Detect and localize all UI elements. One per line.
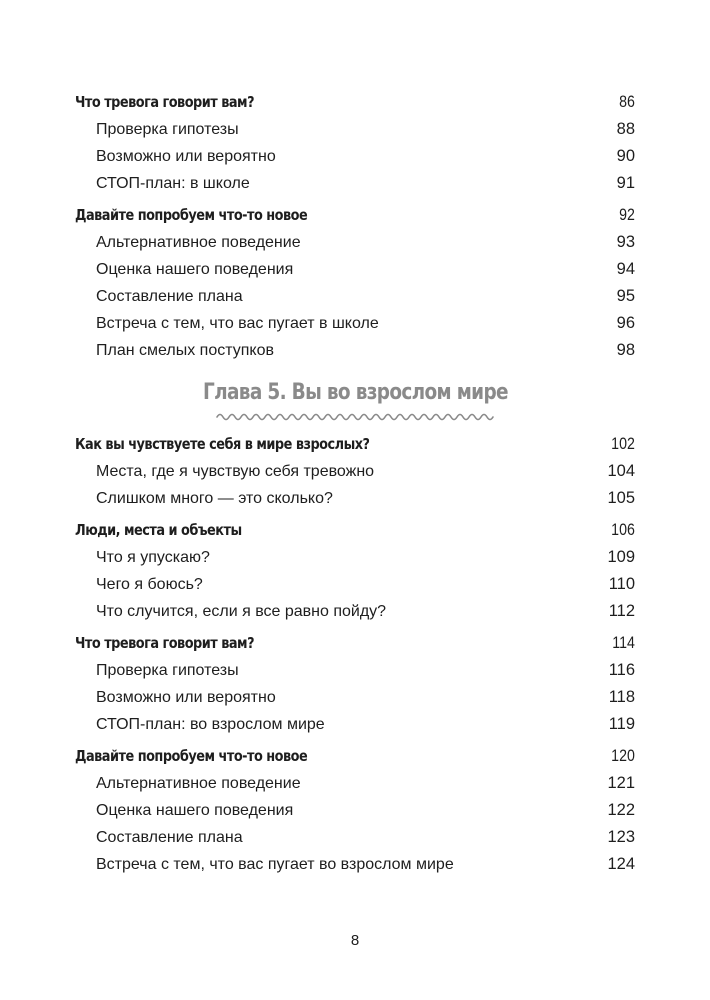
toc-subsection-entry bbox=[75, 120, 635, 139]
toc-subsection-entry bbox=[75, 548, 635, 567]
toc-entry-page: 96 bbox=[616, 314, 635, 332]
toc-entry-page: 92 bbox=[619, 206, 635, 224]
toc-entry-page: 104 bbox=[607, 462, 635, 480]
page-number: 8 bbox=[350, 932, 360, 949]
toc-entry-page: 118 bbox=[608, 688, 635, 706]
toc-subsection-entry bbox=[75, 174, 635, 193]
toc-entry-title: Как вы чувствуете себя в мире взрослых? bbox=[75, 435, 370, 453]
toc-subsection-entry bbox=[75, 489, 635, 508]
toc-subsection-entry bbox=[75, 260, 635, 279]
toc-subsection-entry bbox=[75, 801, 635, 820]
toc-entry-page: 90 bbox=[616, 147, 635, 165]
toc-entry-page: 110 bbox=[608, 575, 635, 593]
toc-entry-title: Слишком много — это сколько? bbox=[96, 490, 333, 507]
toc-entry-title: Встреча с тем, что вас пугает во взрослом мире bbox=[96, 856, 454, 873]
toc-entry-page: 102 bbox=[611, 435, 635, 453]
toc-subsection-entry bbox=[75, 855, 635, 874]
toc-entry-page: 114 bbox=[612, 634, 635, 652]
toc-entry-title: Проверка гипотезы bbox=[96, 121, 239, 138]
toc-entry-page: 95 bbox=[616, 287, 635, 305]
toc-entry-title: Места, где я чувствую себя тревожно bbox=[96, 463, 375, 480]
toc-entry-page: 94 bbox=[616, 260, 635, 278]
toc-subsection-entry bbox=[75, 314, 635, 333]
toc-subsection-entry bbox=[75, 602, 635, 621]
toc-entry-title: Что тревога говорит вам? bbox=[75, 93, 255, 111]
toc-section-entry bbox=[75, 93, 635, 112]
toc-entry-title: Альтернативное поведение bbox=[96, 775, 301, 792]
toc-entry-title: Оценка нашего поведения bbox=[96, 261, 294, 278]
toc-subsection-entry bbox=[75, 828, 635, 847]
toc-entry-page: 98 bbox=[616, 341, 635, 359]
toc-entry-title: Проверка гипотезы bbox=[96, 662, 239, 679]
toc-entry-page: 116 bbox=[608, 661, 635, 679]
toc-subsection-entry bbox=[75, 233, 635, 252]
toc-section-entry bbox=[75, 206, 635, 225]
toc-entry-title: Альтернативное поведение bbox=[96, 234, 301, 251]
toc-entry-title: Оценка нашего поведения bbox=[96, 802, 294, 819]
toc-subsection-entry bbox=[75, 774, 635, 793]
toc-entry-title: Возможно или вероятно bbox=[96, 689, 276, 706]
toc-section-entry bbox=[75, 435, 635, 454]
toc-subsection-entry bbox=[75, 688, 635, 707]
toc-entry-page: 91 bbox=[616, 174, 635, 192]
toc-entry-title: СТОП-план: в школе bbox=[96, 175, 250, 192]
toc-entry-title: СТОП-план: во взрослом мире bbox=[96, 716, 325, 733]
wave-underline bbox=[216, 411, 494, 423]
toc-entry-title: Встреча с тем, что вас пугает в школе bbox=[96, 315, 379, 332]
toc-entry-page: 120 bbox=[611, 747, 635, 765]
chapter-heading bbox=[0, 380, 710, 405]
toc-entry-title: Давайте попробуем что-то новое bbox=[75, 206, 308, 224]
toc-entry-page: 106 bbox=[611, 521, 635, 539]
toc-subsection-entry bbox=[75, 715, 635, 734]
toc-section-entry bbox=[75, 747, 635, 766]
toc-entry-title: Что тревога говорит вам? bbox=[75, 634, 255, 652]
toc-subsection-entry bbox=[75, 147, 635, 166]
toc-entry-page: 86 bbox=[619, 93, 635, 111]
toc-entry-title: Чего я боюсь? bbox=[96, 576, 203, 593]
toc-entry-page: 124 bbox=[607, 855, 635, 873]
toc-entry-page: 121 bbox=[607, 774, 635, 792]
toc-entry-title: Составление плана bbox=[96, 829, 243, 846]
toc-subsection-entry bbox=[75, 341, 635, 360]
toc-entry-page: 93 bbox=[616, 233, 635, 251]
toc-entry-title: Что случится, если я все равно пойду? bbox=[96, 603, 387, 620]
toc-section-entry bbox=[75, 521, 635, 540]
toc-subsection-entry bbox=[75, 661, 635, 680]
toc-entry-page: 109 bbox=[607, 548, 635, 566]
toc-entry-page: 123 bbox=[607, 828, 635, 846]
toc-entry-page: 122 bbox=[607, 801, 635, 819]
toc-entry-title: Давайте попробуем что-то новое bbox=[75, 747, 308, 765]
toc-entry-page: 88 bbox=[616, 120, 635, 138]
toc-subsection-entry bbox=[75, 462, 635, 481]
toc-entry-title: Что я упускаю? bbox=[96, 549, 210, 566]
toc-subsection-entry bbox=[75, 575, 635, 594]
toc-entry-title: Составление плана bbox=[96, 288, 243, 305]
toc-entry-title: Возможно или вероятно bbox=[96, 148, 276, 165]
chapter-title: Глава 5. Вы во взрослом мире bbox=[202, 380, 508, 405]
toc-entry-title: План смелых поступков bbox=[96, 342, 274, 359]
toc-section-entry bbox=[75, 634, 635, 653]
toc-entry-page: 112 bbox=[608, 602, 635, 620]
toc-entry-page: 119 bbox=[608, 715, 635, 733]
toc-entry-title: Люди, места и объекты bbox=[75, 521, 242, 539]
toc-subsection-entry bbox=[75, 287, 635, 306]
toc-entry-page: 105 bbox=[607, 489, 635, 507]
